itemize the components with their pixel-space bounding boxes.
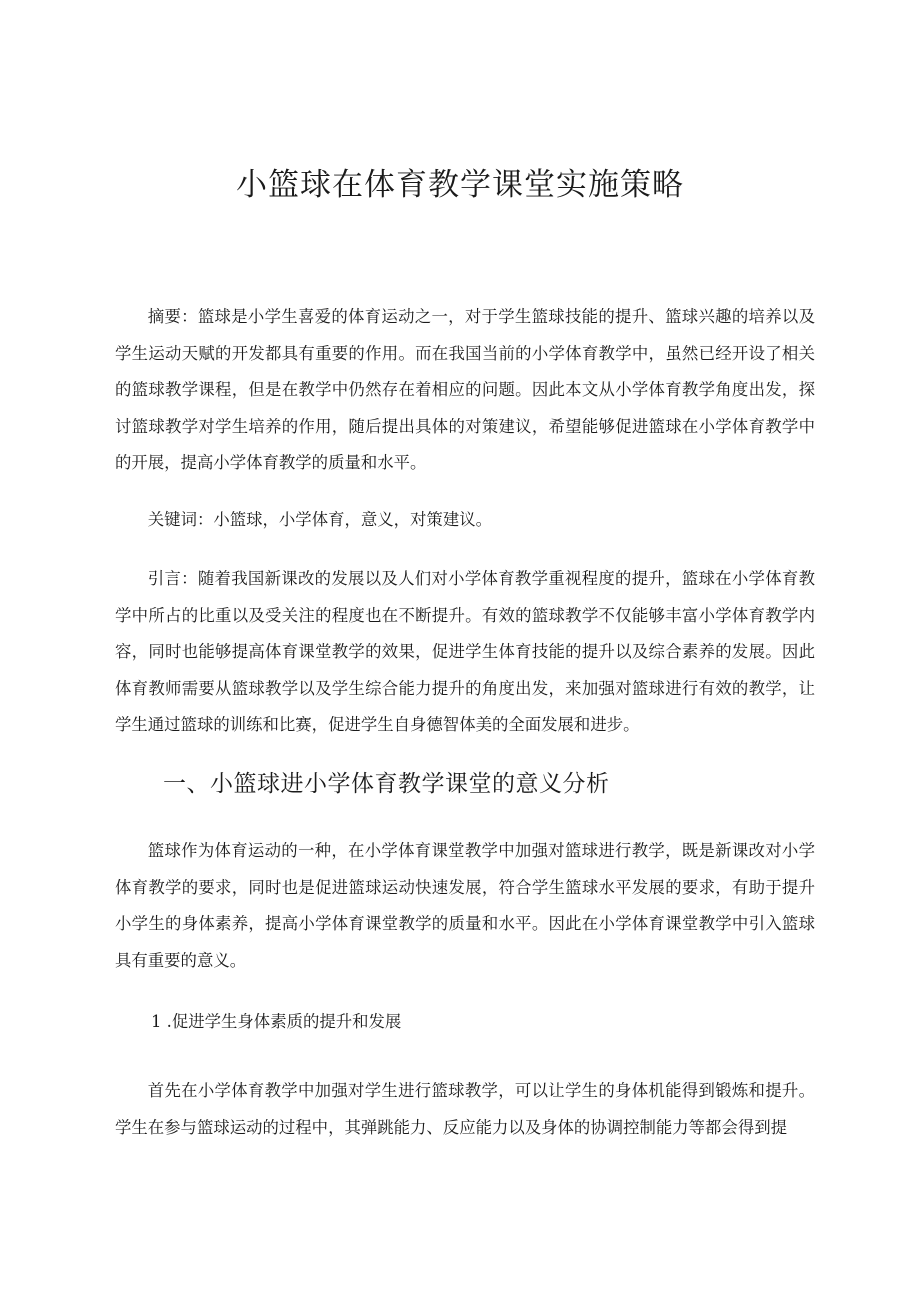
abstract-paragraph: 摘要：篮球是小学生喜爱的体育运动之一，对于学生篮球技能的提升、篮球兴趣的培养以及学生运动天赋的开发都具有重要的作用。而在我国当前的小学体育教学中，虽然已经开设了相关的篮球教学课程，但是在教学中仍然存在着相应的问题。因此本文从小学体育教学角度出发，探讨篮球教学对学生培养的作用，随后提出具体的对策建议，希望能够促进篮球在小学体育教学中的开展，提高小学体育教学的质量和水平。 <box>115 307 815 472</box>
subsection-body-paragraph: 首先在小学体育教学中加强对学生进行篮球教学，可以让学生的身体机能得到锻炼和提升。学生在参与篮球运动的过程中，其弹跳能力、反应能力以及身体的协调控制能力等都会得到提 <box>115 1081 815 1137</box>
subsection-heading: 1 .促进学生身体素质的提升和发展 <box>151 1012 402 1031</box>
section-heading: 一、小篮球进小学体育教学课堂的意义分析 <box>163 771 610 797</box>
introduction-paragraph: 引言：随着我国新课改的发展以及人们对小学体育教学重视程度的提升，篮球在小学体育教学中所占的比重以及受关注的程度也在不断提升。有效的篮球教学不仅能够丰富小学体育教学内容，同时也能够提高体育课堂教学的效果，促进学生体育技能的提升以及综合素养的发展。因此体育教师需要从篮球教学以及学生综合能力提升的角度出发，来加强对篮球进行有效的教学，让学生通过篮球的训练和比赛，促进学生自身德智体美的全面发展和进步。 <box>115 569 815 734</box>
document-title: 小篮球在体育教学课堂实施策略 <box>236 167 684 203</box>
keywords-paragraph: 关键词：小篮球，小学体育，意义，对策建议。 <box>147 510 492 529</box>
section-body-paragraph: 篮球作为体育运动的一种，在小学体育课堂教学中加强对篮球进行教学，既是新课改对小学体育教学的要求，同时也是促进篮球运动快速发展，符合学生篮球水平发展的要求，有助于提升小学生的身体素养，提高小学体育课堂教学的质量和水平。因此在小学体育课堂教学中引入篮球具有重要的意义。 <box>115 841 815 970</box>
